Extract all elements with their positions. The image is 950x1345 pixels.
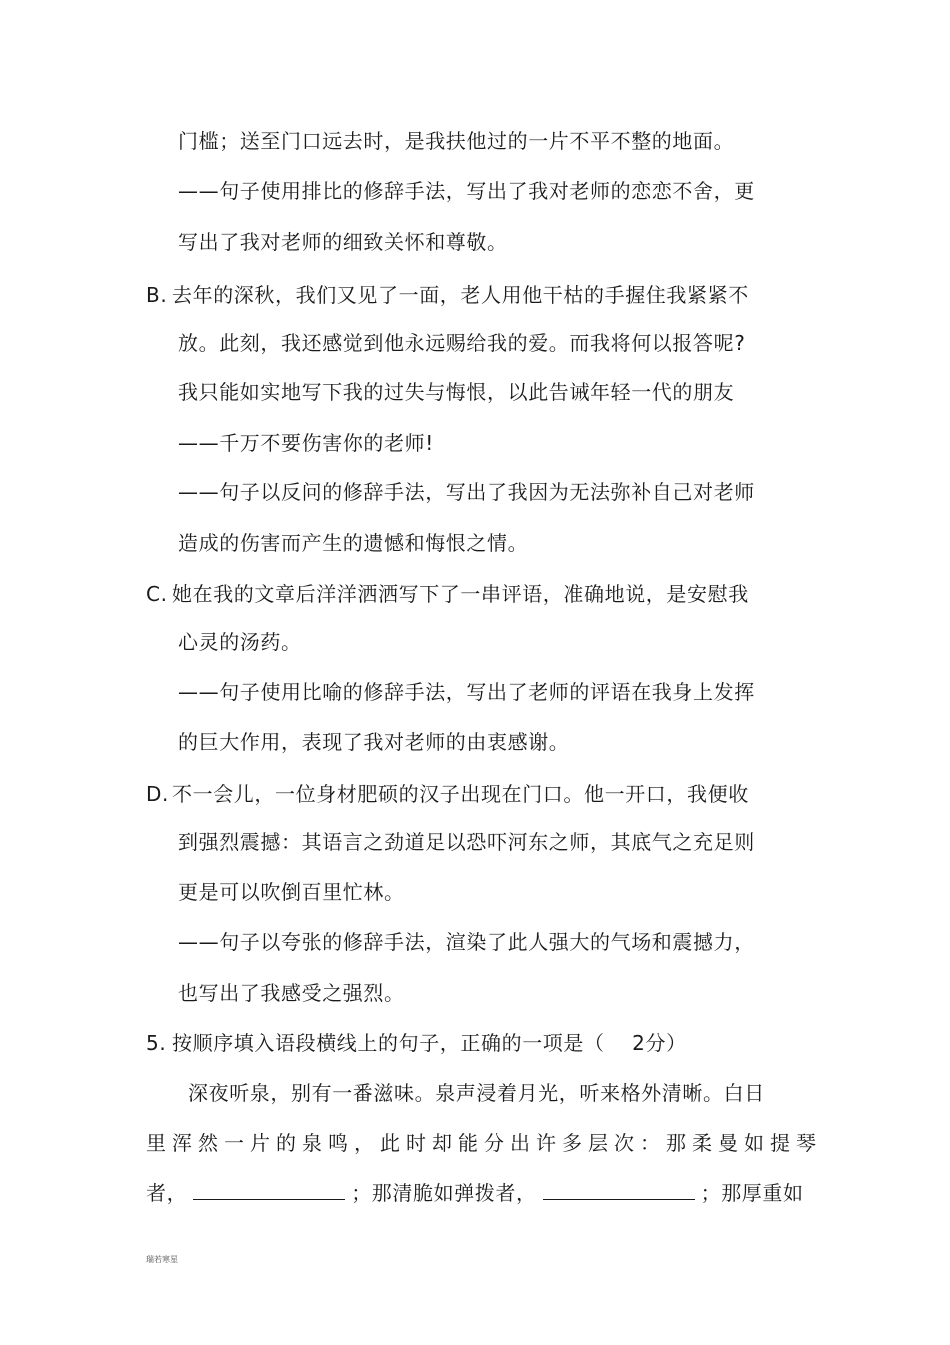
option-b-marker: B.	[146, 283, 168, 307]
text-line: 造成的伤害而产生的遗憾和悔恨之情。	[178, 531, 529, 555]
passage-line-with-blanks	[146, 1180, 804, 1206]
option-c-text: 她在我的文章后洋洋洒洒写下了一串评语，准确地说，是安慰我	[172, 582, 749, 606]
passage-text: ；那厚重如	[700, 1181, 804, 1205]
text-line: ——句子使用比喻的修辞手法，写出了老师的评语在我身上发挥	[178, 680, 755, 704]
option-c-marker: C.	[146, 582, 168, 606]
option-d-text: 不一会儿，一位身材肥硕的汉子出现在门口。他一开口，我便收	[172, 782, 749, 806]
fill-in-blank[interactable]	[543, 1181, 695, 1200]
text-line: 我只能如实地写下我的过失与悔恨，以此告诫年轻一代的朋友	[178, 380, 735, 404]
text-line: ——句子使用排比的修辞手法，写出了我对老师的恋恋不舍，更	[178, 179, 755, 203]
option-b	[146, 282, 749, 308]
option-b-text: 去年的深秋，我们又见了一面，老人用他干枯的手握住我紧紧不	[172, 283, 749, 307]
text-line: ——句子以反问的修辞手法，写出了我因为无法弥补自己对老师	[178, 480, 755, 504]
question-5-text: 按顺序填入语段横线上的句子，正确的一项是（ 2分）	[172, 1031, 687, 1055]
passage-text: 者，	[146, 1181, 188, 1205]
option-d-marker: D.	[146, 782, 169, 806]
text-line: ——句子以夸张的修辞手法，渲染了此人强大的气场和震撼力，	[178, 930, 755, 954]
text-line: 也写出了我感受之强烈。	[178, 981, 405, 1005]
passage-line: 里浑然一片的泉鸣，此时却能分出许多层次：那柔曼如提琴	[146, 1131, 822, 1155]
question-5-number: 5.	[146, 1031, 167, 1055]
question-5	[146, 1030, 687, 1056]
text-line: 到强烈震撼：其语言之劲道足以恐吓河东之师，其底气之充足则	[178, 830, 755, 854]
page-footer: 瑞若寒星	[146, 1255, 178, 1264]
passage-text: ；那清脆如弹拨者，	[351, 1181, 537, 1205]
text-line: 更是可以吹倒百里忙林。	[178, 880, 405, 904]
text-line: 写出了我对老师的细致关怀和尊敬。	[178, 230, 508, 254]
text-line: 心灵的汤药。	[178, 630, 302, 654]
text-line: 放。此刻，我还感觉到他永远赐给我的爱。而我将何以报答呢?	[178, 331, 746, 355]
text-line: 的巨大作用，表现了我对老师的由衷感谢。	[178, 730, 570, 754]
option-c	[146, 581, 749, 607]
passage-line: 深夜听泉，别有一番滋味。泉声浸着月光，听来格外清晰。白日	[188, 1081, 765, 1105]
text-line: 门槛；送至门口远去时，是我扶他过的一片不平不整的地面。	[178, 129, 735, 153]
fill-in-blank[interactable]	[193, 1181, 345, 1200]
option-d	[146, 781, 749, 807]
text-line: ——千万不要伤害你的老师!	[178, 431, 434, 455]
